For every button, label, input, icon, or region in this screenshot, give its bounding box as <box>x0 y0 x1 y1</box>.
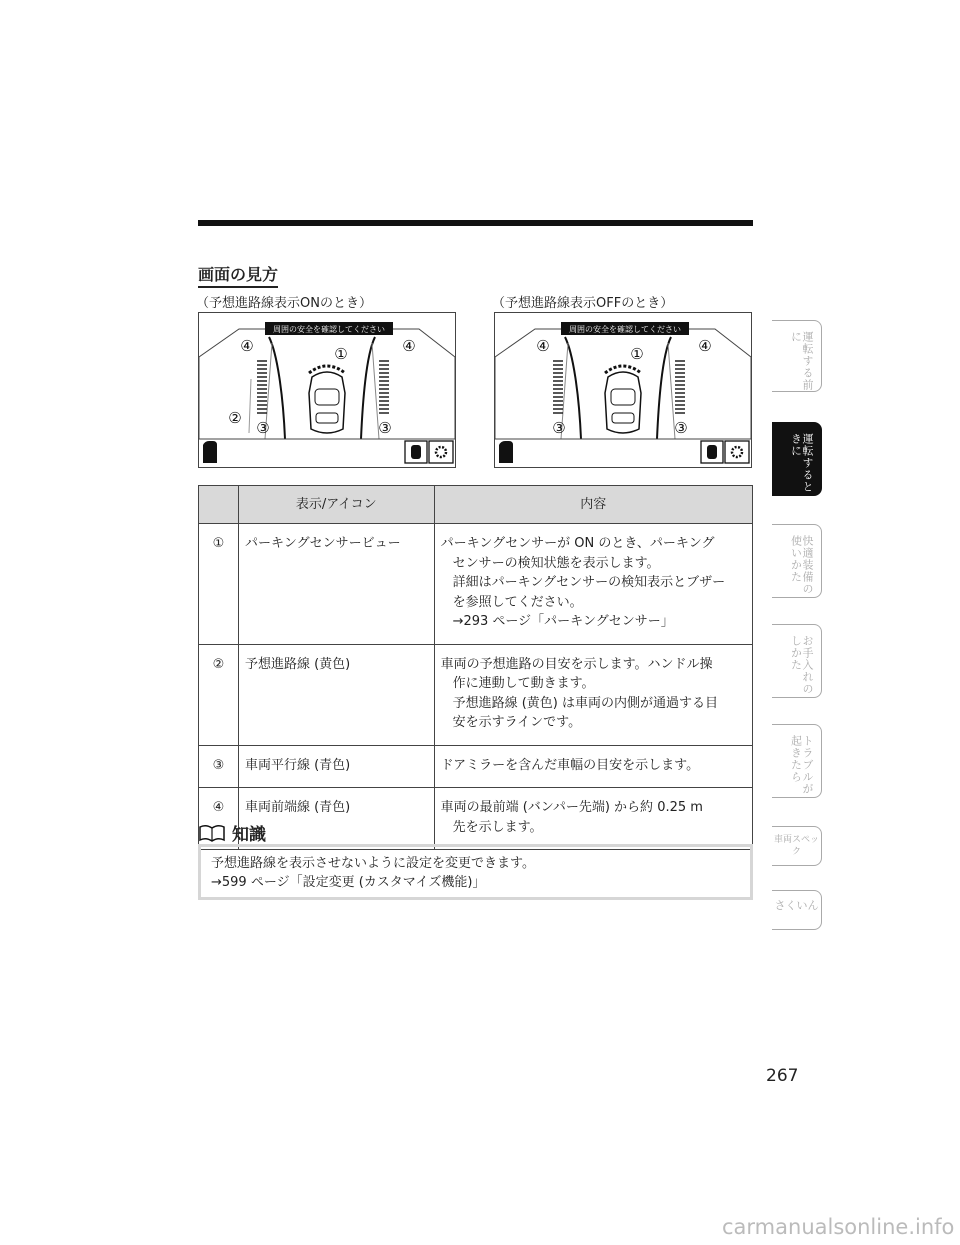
sensor-toggle-icon[interactable] <box>405 441 427 463</box>
camera-view-illustration <box>199 313 455 467</box>
desc-line: 詳細はパーキングセンサーの検知表示とブザー <box>452 575 726 590</box>
page-number: 267 <box>766 1066 799 1086</box>
header-content: 内容 <box>434 486 752 524</box>
desc-line: 作に連動して動きます。 <box>452 676 595 691</box>
desc-line: →293 ページ「パーキングセンサー」 <box>452 614 674 629</box>
watermark: carmanualsonline.info <box>722 1215 955 1239</box>
desc-line: センサーの検知状態を表示します。 <box>452 555 660 571</box>
row-number: ③ <box>199 745 239 788</box>
desc-line: パーキングセンサーが ON のとき、パーキング <box>440 536 715 551</box>
sensor-toggle-icon[interactable] <box>701 441 723 463</box>
car-top-view <box>309 366 345 433</box>
callout-2: ② <box>228 409 242 427</box>
row-label: 車両平行線 (青色) <box>238 745 434 788</box>
tab-vehicle-specs[interactable] <box>772 826 822 866</box>
callout-3-left: ③ <box>552 419 566 437</box>
camera-screen-guide-on <box>198 312 456 468</box>
display-icon-table <box>198 485 753 850</box>
callout-1: ① <box>334 345 348 363</box>
knowledge-box <box>198 844 753 900</box>
section-title: 画面の見方 <box>198 262 278 288</box>
parking-sensor-icon <box>499 441 513 463</box>
knowledge-line: 予想進路線を表示させないように設定を変更できます。 <box>211 856 535 871</box>
desc-line: 車両の最前端 (バンパー先端) から約 0.25 m <box>440 800 703 815</box>
callout-4-right: ④ <box>698 337 712 355</box>
row-label: パーキングセンサービュー <box>238 524 434 645</box>
row-number: ④ <box>199 788 239 850</box>
callout-4-left: ④ <box>536 337 550 355</box>
row-label: 車両前端線 (青色) <box>238 788 434 850</box>
header-num <box>199 486 239 524</box>
row-description <box>434 524 752 645</box>
table-row <box>199 745 753 788</box>
desc-line: を参照してください。 <box>452 594 583 610</box>
top-rule <box>198 220 753 226</box>
desc-line: 予想進路線 (黄色) は車両の内側が通過する目 <box>452 695 718 711</box>
tab-index[interactable] <box>772 890 822 930</box>
table-row <box>199 788 753 850</box>
tab-troubleshooting[interactable] <box>772 724 822 798</box>
knowledge-title: 知識 <box>232 825 266 845</box>
parking-sensor-icon <box>203 441 217 463</box>
camera-view-illustration <box>495 313 751 467</box>
safety-banner-text: 周囲の安全を確認してください <box>569 325 681 334</box>
row-number: ① <box>199 524 239 645</box>
row-number: ② <box>199 644 239 745</box>
tab-label: トラブルが起きたら <box>789 735 814 795</box>
row-description <box>434 644 752 745</box>
settings-gear-icon[interactable] <box>429 441 453 463</box>
desc-line: 安を示すラインです。 <box>452 715 582 730</box>
knowledge-line: →599 ページ「設定変更 (カスタマイズ機能)」 <box>211 874 486 890</box>
settings-gear-icon[interactable] <box>725 441 749 463</box>
tab-before-driving[interactable] <box>772 320 822 392</box>
callout-3-right: ③ <box>378 419 392 437</box>
desc-line: 車両の予想進路の目安を示します。ハンドル操 <box>440 656 713 672</box>
callout-4-right: ④ <box>402 337 416 355</box>
callout-3-right: ③ <box>674 419 688 437</box>
callout-3-left: ③ <box>256 419 270 437</box>
screen-caption-on: （予想進路線表示ONのとき） <box>196 296 372 311</box>
car-top-view <box>605 366 641 433</box>
open-book-icon <box>198 824 226 842</box>
tab-label: 運転するときに <box>789 433 814 493</box>
row-description <box>434 788 752 850</box>
table-row <box>199 644 753 745</box>
tab-while-driving[interactable] <box>772 422 822 496</box>
header-display-icon: 表示/アイコン <box>238 486 434 524</box>
desc-line: 先を示します。 <box>452 819 543 835</box>
tab-label: 運転する前に <box>789 331 814 391</box>
callout-1: ① <box>630 345 644 363</box>
tab-label: お手入れのしかた <box>789 635 814 695</box>
table-row <box>199 524 753 645</box>
knowledge-heading <box>198 820 266 845</box>
screen-caption-off: （予想進路線表示OFFのとき） <box>492 296 674 311</box>
tab-maintenance[interactable] <box>772 624 822 698</box>
callout-4-left: ④ <box>240 337 254 355</box>
camera-screen-guide-off <box>494 312 752 468</box>
table-header-row <box>199 486 753 524</box>
desc-line: ドアミラーを含んだ車幅の目安を示します。 <box>440 757 700 773</box>
tab-label: さくいん <box>774 899 819 912</box>
row-description <box>434 745 752 788</box>
row-label: 予想進路線 (黄色) <box>238 644 434 745</box>
tab-label: 車両スペック <box>773 835 819 857</box>
tab-label: 快適装備の使いかた <box>789 535 814 595</box>
safety-banner-text: 周囲の安全を確認してください <box>273 325 385 334</box>
tab-comfort-features[interactable] <box>772 524 822 598</box>
